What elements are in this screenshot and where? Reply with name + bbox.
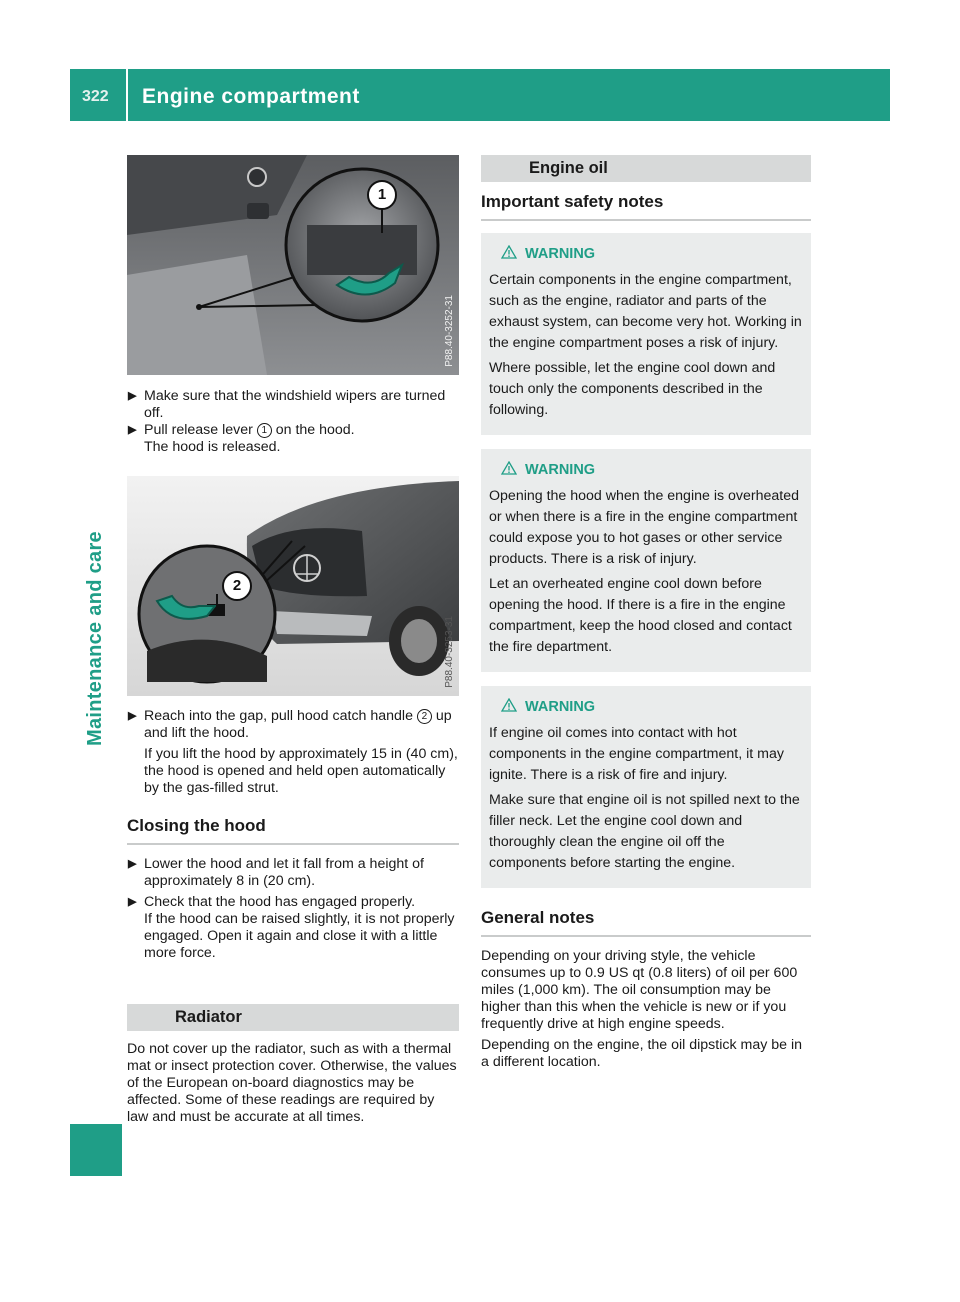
page-title: Engine compartment bbox=[142, 85, 360, 108]
callout-ref-1: 1 bbox=[257, 423, 272, 438]
step-item: ▶ Lower the hood and let it fall from a height of approximately 8 in (20 cm). bbox=[128, 856, 424, 889]
general-notes-heading: General notes bbox=[481, 908, 811, 937]
warning-text: Certain components in the engine compartment, such as the engine, radiator and parts of the exhaust system, can become very hot. Working in the engine compartment poses a risk of injury. bbox=[489, 272, 802, 351]
warning-title bbox=[489, 245, 803, 263]
step-text: on the hood. bbox=[275, 422, 355, 438]
warning-text: Make sure that engine oil is not spilled next to the filler neck. Let the engine cool down and thoroughly clean the engine oil off the components before starting the engine. bbox=[489, 792, 800, 871]
hood-catch-illustration bbox=[127, 476, 459, 696]
warning-text: Where possible, let the engine cool down and touch only the components described in the following. bbox=[489, 360, 776, 418]
warning-box bbox=[481, 686, 811, 888]
right-column bbox=[481, 155, 811, 1071]
figure-code: P88.40-3252-31 bbox=[444, 295, 455, 367]
step-item: ▶ Make sure that the windshield wipers are turned off. bbox=[128, 388, 446, 421]
warning-text: Let an overheated engine cool down before opening the hood. If there is a fire in the engine compartment, keep the hood closed and contact the fire department. bbox=[489, 576, 792, 655]
closing-hood-heading: Closing the hood bbox=[127, 816, 459, 845]
warning-label: WARNING bbox=[525, 699, 596, 715]
page-number: 322 bbox=[82, 88, 109, 105]
engine-oil-heading: Engine oil bbox=[481, 155, 811, 182]
side-tab-marker bbox=[70, 1124, 122, 1176]
step-text: up and lift the hood. bbox=[144, 708, 452, 741]
callout-ref-2: 2 bbox=[417, 709, 432, 724]
warning-text: If engine oil comes into contact with hot components in the engine compartment, it may ignite. There is a risk of fire and injury. bbox=[489, 725, 784, 783]
step-text: Lower the hood and let it fall from a height of approximately 8 in (20 cm). bbox=[144, 856, 424, 889]
warning-box bbox=[481, 449, 811, 672]
figure-code: P88.40-3253-31 bbox=[444, 616, 455, 688]
left-column bbox=[127, 155, 459, 1126]
hood-release-lever-illustration bbox=[127, 155, 459, 375]
step-text: Check that the hood has engaged properly. bbox=[144, 894, 416, 910]
warning-title bbox=[489, 698, 803, 716]
step-text: Reach into the gap, pull hood catch handle bbox=[144, 708, 413, 724]
step-result: The hood is released. bbox=[144, 439, 281, 455]
step-note-text: If you lift the hood by approximately 15 in (40 cm), the hood is opened and held open automatically by the gas-filled strut. bbox=[144, 746, 458, 796]
warning-label: WARNING bbox=[525, 246, 596, 262]
warning-triangle-icon bbox=[501, 698, 517, 716]
warning-triangle-icon bbox=[501, 245, 517, 263]
step-item: ▶ Pull release lever 1 on the hood. The hood is released. bbox=[128, 422, 355, 455]
step-result: If the hood can be raised slightly, it is not properly engaged. Open it again and close it with a little more force. bbox=[144, 911, 455, 961]
callout-2: 2 bbox=[222, 571, 252, 601]
header-divider bbox=[126, 69, 128, 121]
step-note bbox=[127, 746, 459, 797]
warning-box bbox=[481, 233, 811, 435]
side-section-label: Maintenance and care bbox=[84, 531, 106, 746]
safety-notes-heading: Important safety notes bbox=[481, 192, 811, 221]
warning-triangle-icon bbox=[501, 461, 517, 479]
hood-catch-figure bbox=[127, 476, 459, 696]
general-notes-text: Depending on your driving style, the vehicle consumes up to 0.9 US qt (0.8 liters) of oil per 600 miles (1,000 km). The oil consumption may be higher than this when the vehicle is new or if you frequently drive at high engine speeds. bbox=[481, 948, 798, 1032]
radiator-text: Do not cover up the radiator, such as with a thermal mat or insect protection cover. Otherwise, the values of the European on-board diagnostics may be affected. Some of these readings are required by law and must be accurate at all times. bbox=[127, 1041, 457, 1125]
step-item: ▶ Check that the hood has engaged properly. If the hood can be raised slightly, it is not properly engaged. Open it again and close it with a little more force. bbox=[128, 894, 455, 961]
callout-1: 1 bbox=[367, 180, 397, 210]
warning-text: Opening the hood when the engine is overheated or when there is a fire in the engine compartment could expose you to hot gases or other service products. There is a risk of injury. bbox=[489, 488, 799, 567]
radiator-heading: Radiator bbox=[127, 1004, 459, 1031]
general-notes-text: Depending on the engine, the oil dipstick may be in a different location. bbox=[481, 1037, 803, 1070]
warning-label: WARNING bbox=[525, 462, 596, 478]
warning-title bbox=[489, 461, 803, 479]
step-item: ▶ Reach into the gap, pull hood catch handle 2 up and lift the hood. bbox=[128, 708, 452, 741]
hood-release-lever-figure bbox=[127, 155, 459, 375]
step-text: Pull release lever bbox=[144, 422, 253, 438]
step-text: Make sure that the windshield wipers are turned off. bbox=[144, 388, 446, 421]
